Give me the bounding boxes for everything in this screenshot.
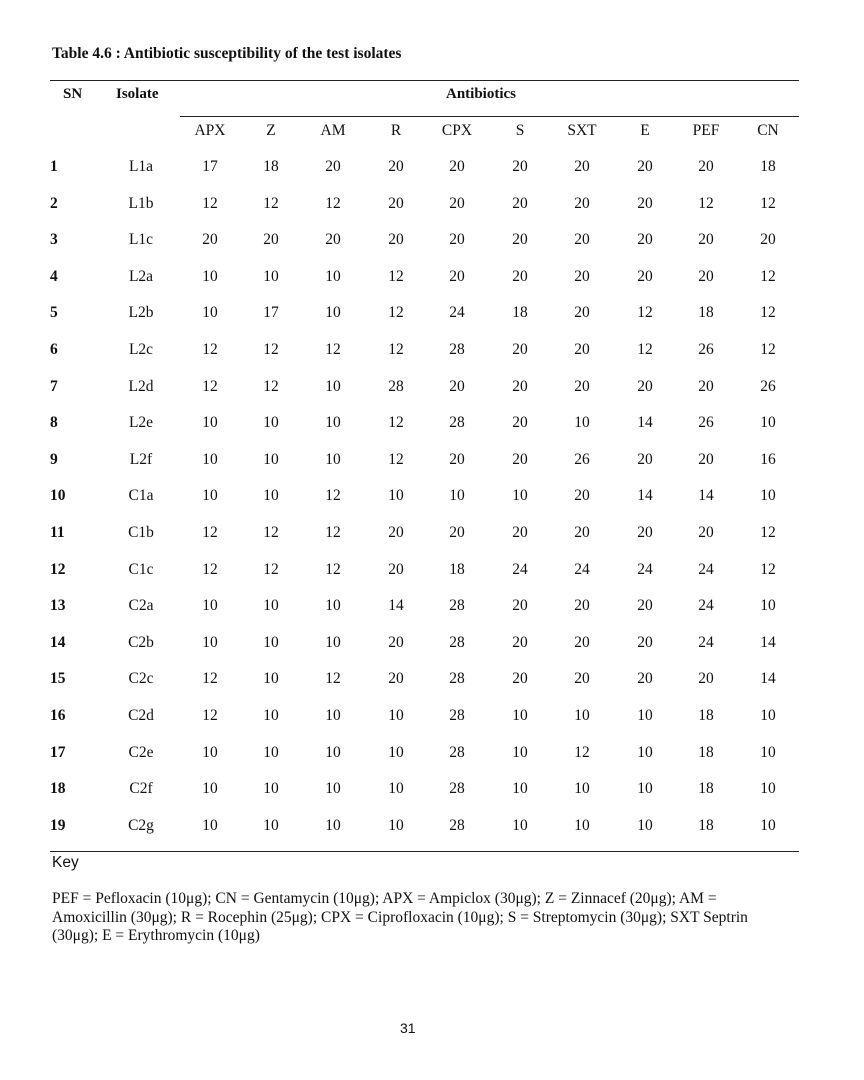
zone-value-cell: 20: [574, 341, 590, 358]
zone-value-cell: 10: [637, 707, 653, 724]
zone-value-cell: 10: [325, 816, 341, 834]
zone-value-cell: 12: [760, 560, 776, 578]
zone-value-cell: 20: [698, 377, 714, 395]
zone-value-cell: 28: [449, 597, 465, 615]
zone-value-cell: 20: [388, 158, 404, 175]
header-sn: SN: [63, 86, 83, 102]
zone-value-cell: 10: [637, 780, 653, 798]
zone-value-cell: 20: [574, 633, 590, 651]
zone-value-cell: 10: [637, 816, 653, 834]
antibiotic-header: R: [390, 122, 402, 139]
zone-value-cell: 20: [698, 267, 714, 285]
zone-value-cell: 12: [263, 524, 279, 541]
row-isolate: C2g: [128, 816, 154, 834]
row-sn: 14: [50, 633, 66, 651]
zone-value-cell: 10: [325, 633, 341, 651]
zone-value-cell: 12: [637, 304, 653, 322]
row-isolate: C2d: [128, 707, 154, 724]
zone-value-cell: 10: [325, 267, 341, 285]
zone-value-cell: 20: [512, 597, 528, 615]
row-isolate: C2c: [128, 670, 154, 688]
row-isolate: C2e: [128, 743, 154, 761]
zone-value-cell: 10: [388, 816, 404, 834]
zone-value-cell: 10: [388, 707, 404, 724]
zone-value-cell: 14: [698, 487, 714, 505]
row-isolate: C2b: [128, 633, 154, 651]
zone-value-cell: 20: [574, 194, 590, 212]
zone-value-cell: 26: [698, 341, 714, 358]
row-sn: 4: [50, 267, 58, 285]
zone-value-cell: 20: [512, 633, 528, 651]
antibiotic-header: SXT: [567, 122, 597, 139]
zone-value-cell: 12: [698, 194, 714, 212]
zone-value-cell: 20: [574, 597, 590, 615]
zone-value-cell: 10: [263, 633, 279, 651]
zone-value-cell: 12: [325, 341, 341, 358]
row-isolate: C2a: [128, 597, 154, 615]
zone-value-cell: 20: [637, 194, 653, 212]
row-sn: 2: [50, 194, 58, 212]
zone-value-cell: 12: [637, 341, 653, 358]
row-sn: 3: [50, 231, 58, 249]
zone-value-cell: 12: [263, 194, 279, 212]
zone-value-cell: 20: [512, 341, 528, 358]
zone-value-cell: 20: [512, 158, 528, 175]
zone-value-cell: 10: [574, 816, 590, 834]
row-isolate: L1b: [128, 194, 154, 212]
zone-value-cell: 20: [388, 194, 404, 212]
zone-value-cell: 14: [637, 487, 653, 505]
zone-value-cell: 10: [388, 487, 404, 505]
header-isolate: Isolate: [116, 86, 159, 102]
zone-value-cell: 20: [574, 377, 590, 395]
zone-value-cell: 18: [512, 304, 528, 322]
zone-value-cell: 10: [263, 597, 279, 615]
zone-value-cell: 20: [637, 450, 653, 468]
zone-value-cell: 24: [512, 560, 528, 578]
zone-value-cell: 20: [637, 231, 653, 249]
row-sn: 7: [50, 377, 58, 395]
zone-value-cell: 12: [202, 670, 218, 688]
zone-value-cell: 20: [388, 670, 404, 688]
row-sn: 9: [50, 450, 58, 468]
zone-value-cell: 14: [388, 597, 404, 615]
key-title: Key: [52, 854, 79, 871]
zone-value-cell: 12: [325, 524, 341, 541]
zone-value-cell: 10: [512, 780, 528, 798]
zone-value-cell: 10: [760, 597, 776, 615]
zone-value-cell: 10: [760, 816, 776, 834]
zone-value-cell: 10: [263, 780, 279, 798]
zone-value-cell: 12: [760, 194, 776, 212]
zone-value-cell: 28: [449, 816, 465, 834]
zone-value-cell: 20: [449, 231, 465, 249]
zone-value-cell: 20: [760, 231, 776, 249]
zone-value-cell: 12: [760, 524, 776, 541]
zone-value-cell: 20: [574, 267, 590, 285]
page-number: 31: [400, 1020, 416, 1036]
zone-value-cell: 26: [574, 450, 590, 468]
zone-value-cell: 12: [325, 194, 341, 212]
zone-value-cell: 10: [202, 597, 218, 615]
table-caption: Table 4.6 : Antibiotic susceptibility of the test isolates: [52, 45, 402, 62]
zone-value-cell: 18: [698, 780, 714, 798]
antibiotic-header: PEF: [692, 122, 720, 139]
zone-value-cell: 20: [449, 267, 465, 285]
zone-value-cell: 10: [760, 780, 776, 798]
zone-value-cell: 20: [637, 158, 653, 175]
zone-value-cell: 14: [637, 414, 653, 432]
zone-value-cell: 20: [698, 450, 714, 468]
zone-value-cell: 26: [760, 377, 776, 395]
zone-value-cell: 20: [637, 597, 653, 615]
row-isolate: C1a: [128, 487, 154, 505]
zone-value-cell: 10: [202, 267, 218, 285]
zone-value-cell: 20: [512, 267, 528, 285]
zone-value-cell: 28: [449, 780, 465, 798]
zone-value-cell: 20: [698, 158, 714, 175]
zone-value-cell: 20: [574, 231, 590, 249]
zone-value-cell: 20: [574, 524, 590, 541]
zone-value-cell: 12: [388, 341, 404, 358]
zone-value-cell: 12: [760, 267, 776, 285]
zone-value-cell: 12: [388, 414, 404, 432]
zone-value-cell: 10: [449, 487, 465, 505]
zone-value-cell: 20: [388, 524, 404, 541]
zone-value-cell: 12: [263, 341, 279, 358]
zone-value-cell: 20: [263, 231, 279, 249]
zone-value-cell: 20: [637, 377, 653, 395]
zone-value-cell: 18: [698, 707, 714, 724]
antibiotic-header: CPX: [441, 122, 473, 139]
zone-value-cell: 20: [388, 231, 404, 249]
zone-value-cell: 20: [512, 194, 528, 212]
zone-value-cell: 12: [202, 524, 218, 541]
zone-value-cell: 28: [449, 414, 465, 432]
zone-value-cell: 10: [263, 707, 279, 724]
zone-value-cell: 18: [449, 560, 465, 578]
zone-value-cell: 20: [574, 487, 590, 505]
top-rule: [50, 80, 799, 81]
zone-value-cell: 12: [325, 487, 341, 505]
zone-value-cell: 10: [202, 780, 218, 798]
antibiotic-header: Z: [266, 122, 276, 139]
header-antibiotics: Antibiotics: [446, 86, 517, 102]
zone-value-cell: 20: [512, 450, 528, 468]
zone-value-cell: 10: [388, 780, 404, 798]
antibiotic-header: AM: [320, 122, 346, 139]
row-isolate: L1a: [128, 158, 154, 175]
row-isolate: L2d: [128, 377, 154, 395]
zone-value-cell: 28: [449, 670, 465, 688]
zone-value-cell: 18: [760, 158, 776, 175]
zone-value-cell: 10: [202, 414, 218, 432]
zone-value-cell: 28: [388, 377, 404, 395]
zone-value-cell: 20: [512, 377, 528, 395]
zone-value-cell: 26: [698, 414, 714, 432]
row-sn: 1: [50, 158, 58, 175]
zone-value-cell: 12: [202, 560, 218, 578]
zone-value-cell: 12: [388, 267, 404, 285]
zone-value-cell: 20: [637, 633, 653, 651]
row-isolate: C2f: [129, 780, 153, 798]
zone-value-cell: 10: [263, 267, 279, 285]
zone-value-cell: 10: [760, 707, 776, 724]
zone-value-cell: 20: [325, 158, 341, 175]
bottom-rule: [50, 851, 799, 852]
zone-value-cell: 10: [325, 597, 341, 615]
zone-value-cell: 28: [449, 341, 465, 358]
zone-value-cell: 12: [202, 341, 218, 358]
zone-value-cell: 10: [760, 487, 776, 505]
row-isolate: C1c: [128, 560, 154, 578]
row-isolate: L1c: [128, 231, 154, 249]
zone-value-cell: 10: [202, 816, 218, 834]
zone-value-cell: 10: [263, 670, 279, 688]
row-isolate: L2b: [128, 304, 154, 322]
zone-value-cell: 17: [202, 158, 218, 175]
zone-value-cell: 10: [325, 707, 341, 724]
zone-value-cell: 20: [512, 231, 528, 249]
zone-value-cell: 12: [325, 560, 341, 578]
row-sn: 19: [50, 816, 66, 834]
antibiotic-header: APX: [194, 122, 226, 139]
zone-value-cell: 20: [698, 231, 714, 249]
row-sn: 15: [50, 670, 66, 688]
antibiotic-header: CN: [757, 122, 779, 139]
zone-value-cell: 10: [263, 487, 279, 505]
zone-value-cell: 12: [388, 450, 404, 468]
zone-value-cell: 10: [574, 707, 590, 724]
zone-value-cell: 12: [388, 304, 404, 322]
zone-value-cell: 12: [202, 377, 218, 395]
zone-value-cell: 10: [202, 450, 218, 468]
row-sn: 17: [50, 743, 66, 761]
zone-value-cell: 10: [263, 743, 279, 761]
zone-value-cell: 28: [449, 743, 465, 761]
zone-value-cell: 20: [637, 670, 653, 688]
zone-value-cell: 20: [698, 524, 714, 541]
antibiotic-header: S: [515, 122, 525, 139]
zone-value-cell: 24: [698, 560, 714, 578]
zone-value-cell: 12: [325, 670, 341, 688]
zone-value-cell: 14: [760, 670, 776, 688]
zone-value-cell: 24: [698, 633, 714, 651]
zone-value-cell: 10: [202, 633, 218, 651]
row-sn: 11: [50, 524, 65, 541]
zone-value-cell: 18: [698, 304, 714, 322]
zone-value-cell: 10: [760, 743, 776, 761]
zone-value-cell: 20: [637, 524, 653, 541]
zone-value-cell: 20: [202, 231, 218, 249]
zone-value-cell: 12: [263, 377, 279, 395]
zone-value-cell: 10: [263, 816, 279, 834]
row-sn: 6: [50, 341, 58, 358]
zone-value-cell: 24: [698, 597, 714, 615]
zone-value-cell: 24: [449, 304, 465, 322]
zone-value-cell: 12: [202, 194, 218, 212]
zone-value-cell: 20: [449, 450, 465, 468]
zone-value-cell: 10: [325, 304, 341, 322]
zone-value-cell: 10: [512, 816, 528, 834]
zone-value-cell: 20: [449, 194, 465, 212]
zone-value-cell: 12: [202, 707, 218, 724]
row-sn: 5: [50, 304, 58, 322]
zone-value-cell: 18: [698, 743, 714, 761]
row-sn: 8: [50, 414, 58, 432]
antibiotics-rule: [180, 116, 799, 117]
zone-value-cell: 20: [449, 158, 465, 175]
zone-value-cell: 10: [325, 414, 341, 432]
zone-value-cell: 20: [325, 231, 341, 249]
zone-value-cell: 24: [637, 560, 653, 578]
zone-value-cell: 10: [512, 707, 528, 724]
zone-value-cell: 10: [512, 743, 528, 761]
zone-value-cell: 12: [760, 341, 776, 358]
zone-value-cell: 20: [388, 633, 404, 651]
row-sn: 18: [50, 780, 66, 798]
row-sn: 10: [50, 487, 66, 505]
row-isolate: L2c: [128, 341, 154, 358]
zone-value-cell: 20: [512, 414, 528, 432]
zone-value-cell: 28: [449, 707, 465, 724]
key-text: PEF = Pefloxacin (10μg); CN = Gentamycin (10μg); APX = Ampiclox (30μg); Z = Zinnacef (20μg); AM = Amoxicillin (30μg); R = Rocephin (25μg); CPX = Ciprofloxacin (10μg); S = Streptomycin (30μg); SXT Septrin (30μg); E = Erythromycin (10μg): [52, 890, 748, 944]
zone-value-cell: 20: [449, 524, 465, 541]
zone-value-cell: 20: [449, 377, 465, 395]
zone-value-cell: 12: [263, 560, 279, 578]
zone-value-cell: 10: [263, 414, 279, 432]
zone-value-cell: 10: [512, 487, 528, 505]
zone-value-cell: 10: [574, 414, 590, 432]
zone-value-cell: 18: [263, 158, 279, 175]
zone-value-cell: 10: [325, 377, 341, 395]
row-isolate: L2e: [128, 414, 154, 432]
zone-value-cell: 10: [202, 487, 218, 505]
row-isolate: C1b: [128, 524, 154, 541]
zone-value-cell: 18: [698, 816, 714, 834]
zone-value-cell: 17: [263, 304, 279, 322]
zone-value-cell: 10: [760, 414, 776, 432]
zone-value-cell: 20: [574, 670, 590, 688]
antibiotic-header: E: [640, 122, 650, 139]
zone-value-cell: 10: [325, 450, 341, 468]
zone-value-cell: 10: [202, 304, 218, 322]
zone-value-cell: 20: [574, 158, 590, 175]
zone-value-cell: 20: [574, 304, 590, 322]
row-isolate: L2f: [129, 450, 153, 468]
zone-value-cell: 10: [574, 780, 590, 798]
zone-value-cell: 12: [574, 743, 590, 761]
zone-value-cell: 10: [637, 743, 653, 761]
zone-value-cell: 10: [202, 743, 218, 761]
row-sn: 13: [50, 597, 66, 615]
zone-value-cell: 24: [574, 560, 590, 578]
zone-value-cell: 20: [698, 670, 714, 688]
row-isolate: L2a: [128, 267, 154, 285]
row-sn: 16: [50, 707, 66, 724]
row-sn: 12: [50, 560, 66, 578]
zone-value-cell: 14: [760, 633, 776, 651]
zone-value-cell: 28: [449, 633, 465, 651]
zone-value-cell: 10: [325, 780, 341, 798]
zone-value-cell: 20: [512, 524, 528, 541]
zone-value-cell: 20: [388, 560, 404, 578]
zone-value-cell: 20: [637, 267, 653, 285]
zone-value-cell: 12: [760, 304, 776, 322]
zone-value-cell: 10: [263, 450, 279, 468]
zone-value-cell: 16: [760, 450, 776, 468]
zone-value-cell: 20: [512, 670, 528, 688]
zone-value-cell: 10: [325, 743, 341, 761]
zone-value-cell: 10: [388, 743, 404, 761]
